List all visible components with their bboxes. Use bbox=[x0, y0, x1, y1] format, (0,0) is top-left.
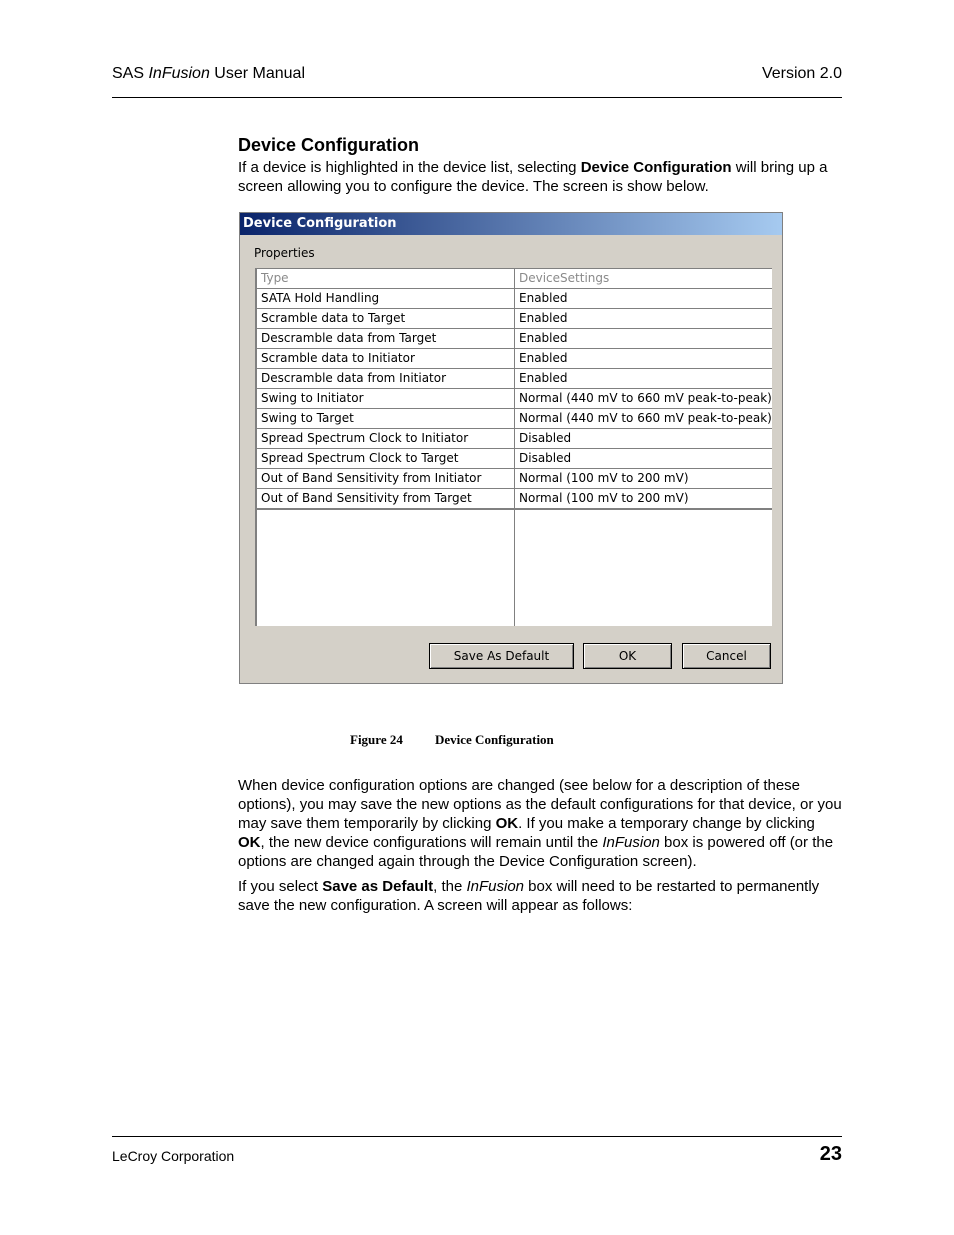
setting-cell: Normal (440 mV to 660 mV peak-to-peak) bbox=[519, 411, 772, 425]
table-row[interactable] bbox=[257, 369, 772, 389]
type-cell: Scramble data to Target bbox=[261, 311, 406, 325]
ok-button[interactable]: OK bbox=[583, 643, 672, 669]
setting-cell: Disabled bbox=[519, 451, 572, 465]
page-number: 23 bbox=[819, 1143, 842, 1165]
table-end-line bbox=[257, 509, 772, 510]
intro-paragraph: If a device is highlighted in the device list, selecting Device Configuration will bring up a screen allowing you to configure the device. The screen is show below. bbox=[238, 159, 828, 195]
type-cell: Out of Band Sensitivity from Target bbox=[261, 491, 472, 505]
setting-cell: Normal (440 mV to 660 mV peak-to-peak) bbox=[519, 391, 772, 405]
table-row[interactable] bbox=[257, 329, 772, 349]
table-row[interactable] bbox=[257, 309, 772, 329]
header-rule bbox=[112, 97, 842, 98]
type-cell: Scramble data to Initiator bbox=[261, 351, 415, 365]
type-cell: Swing to Initiator bbox=[261, 391, 364, 405]
device-configuration-dialog bbox=[239, 212, 783, 684]
setting-cell: Enabled bbox=[519, 291, 568, 305]
cancel-button[interactable]: Cancel bbox=[682, 643, 771, 669]
manual-title: SAS InFusion User Manual bbox=[112, 65, 305, 82]
body-paragraph-2: If you select Save as Default, the InFusion box will need to be restarted to permanently save the new configuration. A screen will appear as follows: bbox=[238, 878, 820, 914]
setting-cell: Normal (100 mV to 200 mV) bbox=[519, 471, 689, 485]
section-title: Device Configuration bbox=[238, 135, 420, 155]
table-row[interactable] bbox=[257, 289, 772, 309]
column-header-settings: DeviceSettings bbox=[519, 271, 610, 285]
properties-label: Properties bbox=[254, 246, 315, 260]
setting-cell: Enabled bbox=[519, 351, 568, 365]
table-row[interactable] bbox=[257, 469, 772, 489]
setting-cell: Enabled bbox=[519, 331, 568, 345]
version-label: Version 2.0 bbox=[761, 65, 842, 82]
type-cell: Spread Spectrum Clock to Initiator bbox=[261, 431, 469, 445]
table-row[interactable] bbox=[257, 409, 772, 429]
company-name: LeCroy Corporation bbox=[112, 1148, 235, 1164]
type-cell: Spread Spectrum Clock to Target bbox=[261, 451, 459, 465]
figure-caption: Device Configuration bbox=[435, 732, 554, 747]
table-row[interactable] bbox=[257, 449, 772, 469]
setting-cell: Enabled bbox=[519, 371, 568, 385]
footer-rule bbox=[112, 1136, 842, 1137]
setting-cell: Enabled bbox=[519, 311, 568, 325]
type-cell: Descramble data from Target bbox=[261, 331, 437, 345]
body-paragraph-1: When device configuration options are changed (see below for a description of these options), you may save the new options as the default configurations for that device, or you may save them temporarily by clicking OK. If you make a temporary change by clicking OK, the new device configurations will remain until the InFusion box is powered off (or the options are changed again through the Device Configuration screen). bbox=[238, 777, 842, 870]
type-cell: Descramble data from Initiator bbox=[261, 371, 447, 385]
type-cell: SATA Hold Handling bbox=[261, 291, 380, 305]
table-row[interactable] bbox=[257, 489, 772, 509]
save-as-default-button[interactable]: Save As Default bbox=[429, 643, 574, 669]
table-row[interactable] bbox=[257, 349, 772, 369]
properties-table bbox=[255, 268, 772, 626]
table-row[interactable] bbox=[257, 389, 772, 409]
figure-number: Figure 24 bbox=[350, 732, 403, 747]
type-cell: Out of Band Sensitivity from Initiator bbox=[261, 471, 482, 485]
column-header-type: Type bbox=[261, 271, 289, 285]
dialog-title-bar: Device Configuration bbox=[240, 213, 782, 235]
table-header-row bbox=[257, 269, 772, 289]
setting-cell: Normal (100 mV to 200 mV) bbox=[519, 491, 689, 505]
setting-cell: Disabled bbox=[519, 431, 572, 445]
type-cell: Swing to Target bbox=[261, 411, 354, 425]
table-row[interactable] bbox=[257, 429, 772, 449]
